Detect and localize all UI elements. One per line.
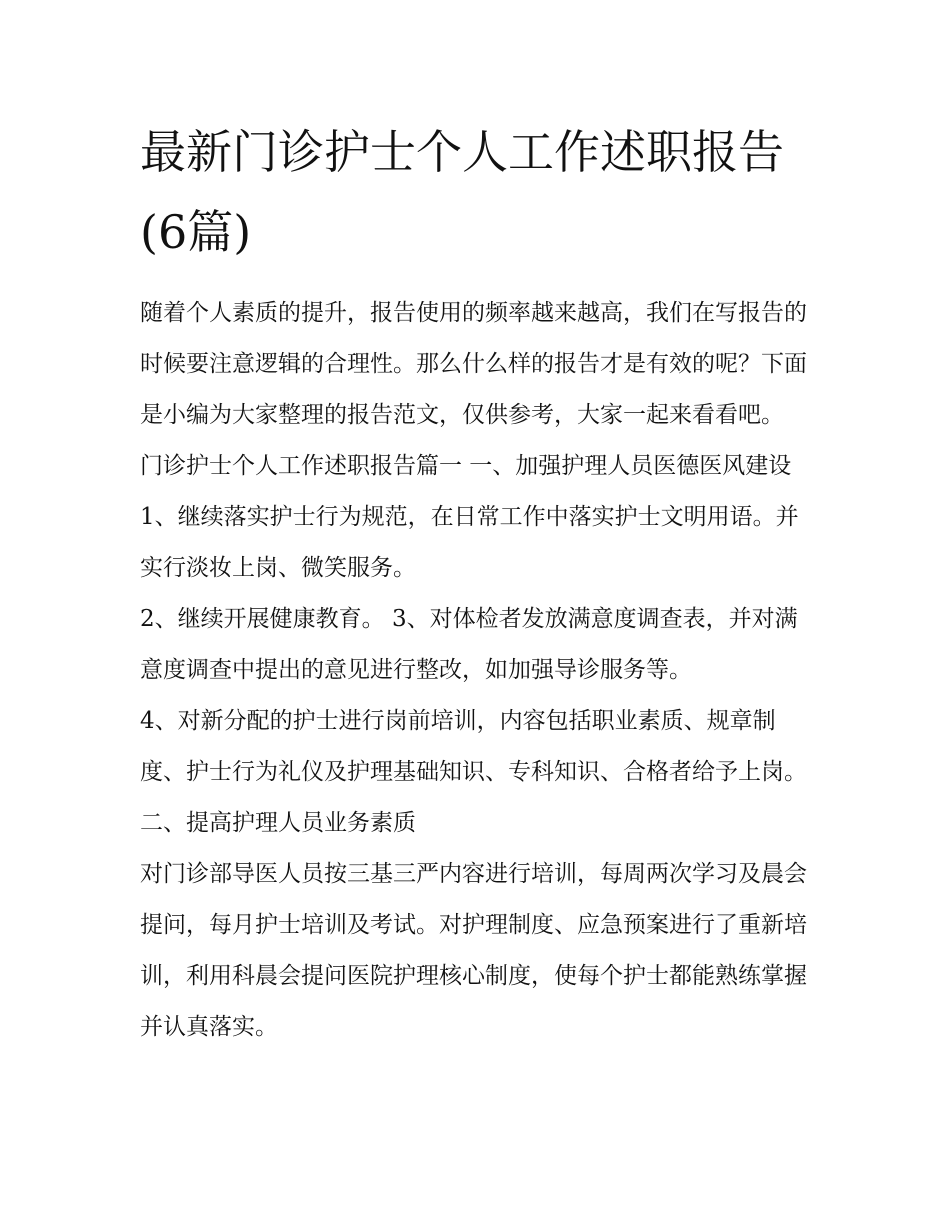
document-title: 最新门诊护士个人工作述职报告(6篇) [140,125,784,259]
paragraph-pre-job-training: 4、对新分配的护士进行岗前培训，内容包括职业素质、规章制度、护士行为礼仪及护理基础知识、专科知识、合格者给予上岗。 二、提高护理人员业务素质 [140,708,807,836]
paragraph-staff-training: 对门诊部导医人员按三基三严内容进行培训，每周两次学习及晨会提问，每月护士培训及考试。对护理制度、应急预案进行了重新培训，利用科晨会提问医院护理核心制度，使每个护士都能熟练掌握并认真落实。 [140,861,807,1040]
paragraph-intro: 随着个人素质的提升，报告使用的频率越来越高，我们在写报告的时候要注意逻辑的合理性。那么什么样的报告才是有效的呢？下面是小编为大家整理的报告范文，仅供参考，大家一起来看看吧。 [140,300,807,428]
paragraph-health-education: 2、继续开展健康教育。 3、对体检者发放满意度调查表，并对满意度调查中提出的意见进行整改，如加强导诊服务等。 [140,606,798,683]
paragraph-section-one: 门诊护士个人工作述职报告篇一 一、加强护理人员医德医风建设 1、继续落实护士行为规范，在日常工作中落实护士文明用语。并实行淡妆上岗、微笑服务。 [140,453,799,581]
document-page [140,112,812,1053]
